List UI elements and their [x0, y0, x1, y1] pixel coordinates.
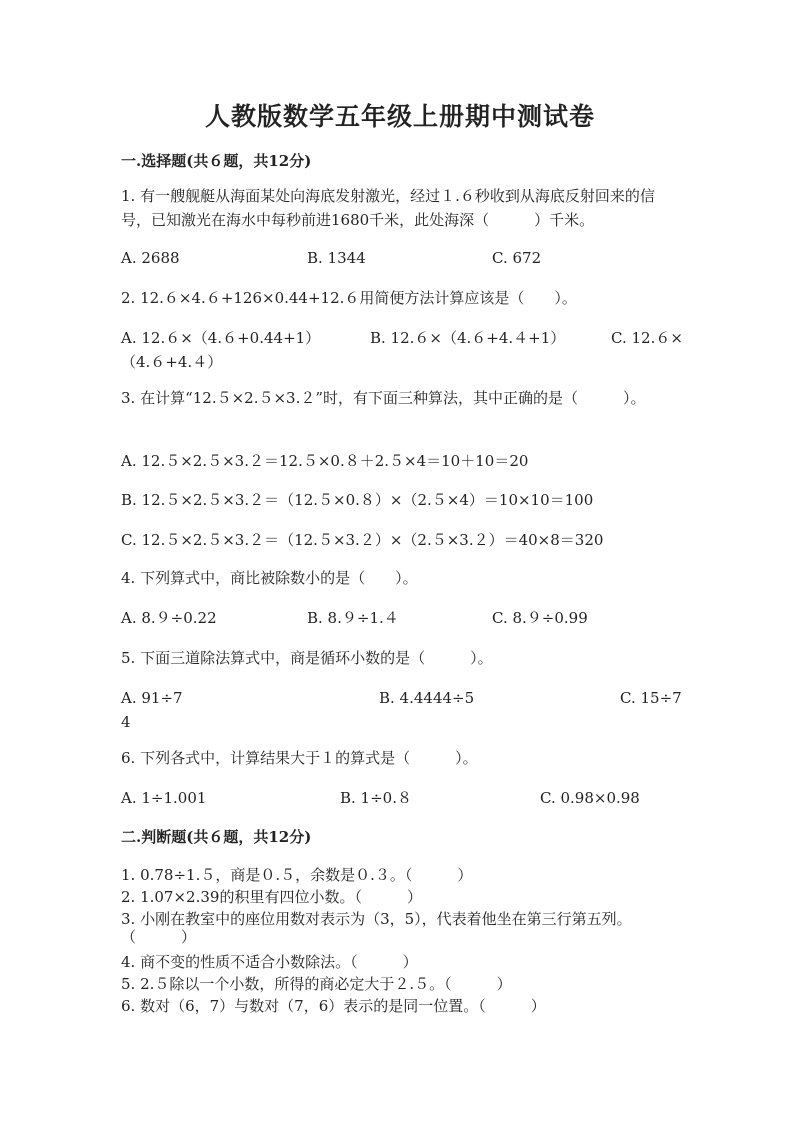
- question-6-text: 6. 下列各式中，计算结果大于１的算式是（ ）。: [121, 749, 478, 767]
- section-heading-judge: 二.判断题(共６题，共12分): [121, 828, 312, 846]
- question-5-options: [121, 686, 681, 734]
- option-a: A. 1÷1.001: [121, 789, 207, 807]
- option-c-continued: （4.６+4.４）: [121, 353, 223, 371]
- option-b: B. 1344: [307, 249, 366, 267]
- option-a: A. 2688: [121, 249, 180, 267]
- question-2-text: 2. 12.６×4.６+126×0.44+12.６用简便方法计算应该是（ ）。: [121, 289, 577, 307]
- judge-item-1: 1. 0.78÷1.５，商是０.５，余数是０.３。（ ）: [121, 866, 473, 884]
- option-c: C. 0.98×0.98: [540, 789, 640, 807]
- question-3-option-b: B. 12.５×2.５×3.２＝（12.５×0.８）×（2.５×4）＝10×10＝100: [121, 491, 594, 509]
- question-5-text: 5. 下面三道除法算式中，商是循环小数的是（ ）。: [121, 649, 493, 667]
- question-3-option-a: A. 12.５×2.５×3.２＝12.５×0.８＋2.５×4＝10＋10＝20: [121, 452, 529, 470]
- option-continued: 4: [121, 713, 131, 731]
- section-heading-choice: 一.选择题(共６题，共12分): [121, 152, 312, 170]
- page-title: 人教版数学五年级上册期中测试卷: [204, 102, 595, 131]
- option-a: A. 8.９÷0.22: [121, 609, 217, 627]
- judge-item-6: 6. 数对（6，7）与数对（7，6）表示的是同一位置。（ ）: [121, 997, 546, 1015]
- question-4-text: 4. 下列算式中，商比被除数小的是（ ）。: [121, 569, 418, 587]
- option-b: B. 1÷0.８: [340, 789, 412, 807]
- option-a: A. 91÷7: [121, 689, 183, 707]
- option-c: C. 12.６×: [611, 329, 683, 347]
- judge-item-4: 4. 商不变的性质不适合小数除法。（ ）: [121, 953, 418, 971]
- option-c: C. 15÷7: [620, 689, 682, 707]
- option-a: A. 12.６×（4.６+0.44+1）: [121, 329, 321, 347]
- question-2-options: [121, 326, 681, 374]
- question-1-text: 1. 有一艘舰艇从海面某处向海底发射激光，经过１.６秒收到从海底反射回来的信号，已知激光在海水中每秒前进1680千米，此处海深（ ）千米。: [121, 187, 655, 229]
- option-b: B. 8.９÷1.４: [307, 609, 399, 627]
- option-c: C. 672: [492, 249, 542, 267]
- option-c: C. 8.９÷0.99: [492, 609, 588, 627]
- question-3-option-c: C. 12.５×2.５×3.２＝（12.５×3.２）×（2.５×3.２）＝40×8＝320: [121, 531, 604, 549]
- option-b: B. 12.６×（4.６+4.４+1）: [370, 329, 566, 347]
- option-b: B. 4.4444÷5: [379, 689, 475, 707]
- judge-item-2: 2. 1.07×2.39的积里有四位小数。（ ）: [121, 888, 422, 906]
- judge-item-3: 3. 小刚在教室中的座位用数对表示为（3，5），代表着他坐在第三行第五列。（ ）: [121, 910, 632, 946]
- question-3-text: 3. 在计算“12.５×2.５×3.２”时，有下面三种算法，其中正确的是（ ）。: [121, 389, 646, 407]
- judge-item-5: 5. 2.５除以一个小数，所得的商必定大于２.５。（ ）: [121, 975, 512, 993]
